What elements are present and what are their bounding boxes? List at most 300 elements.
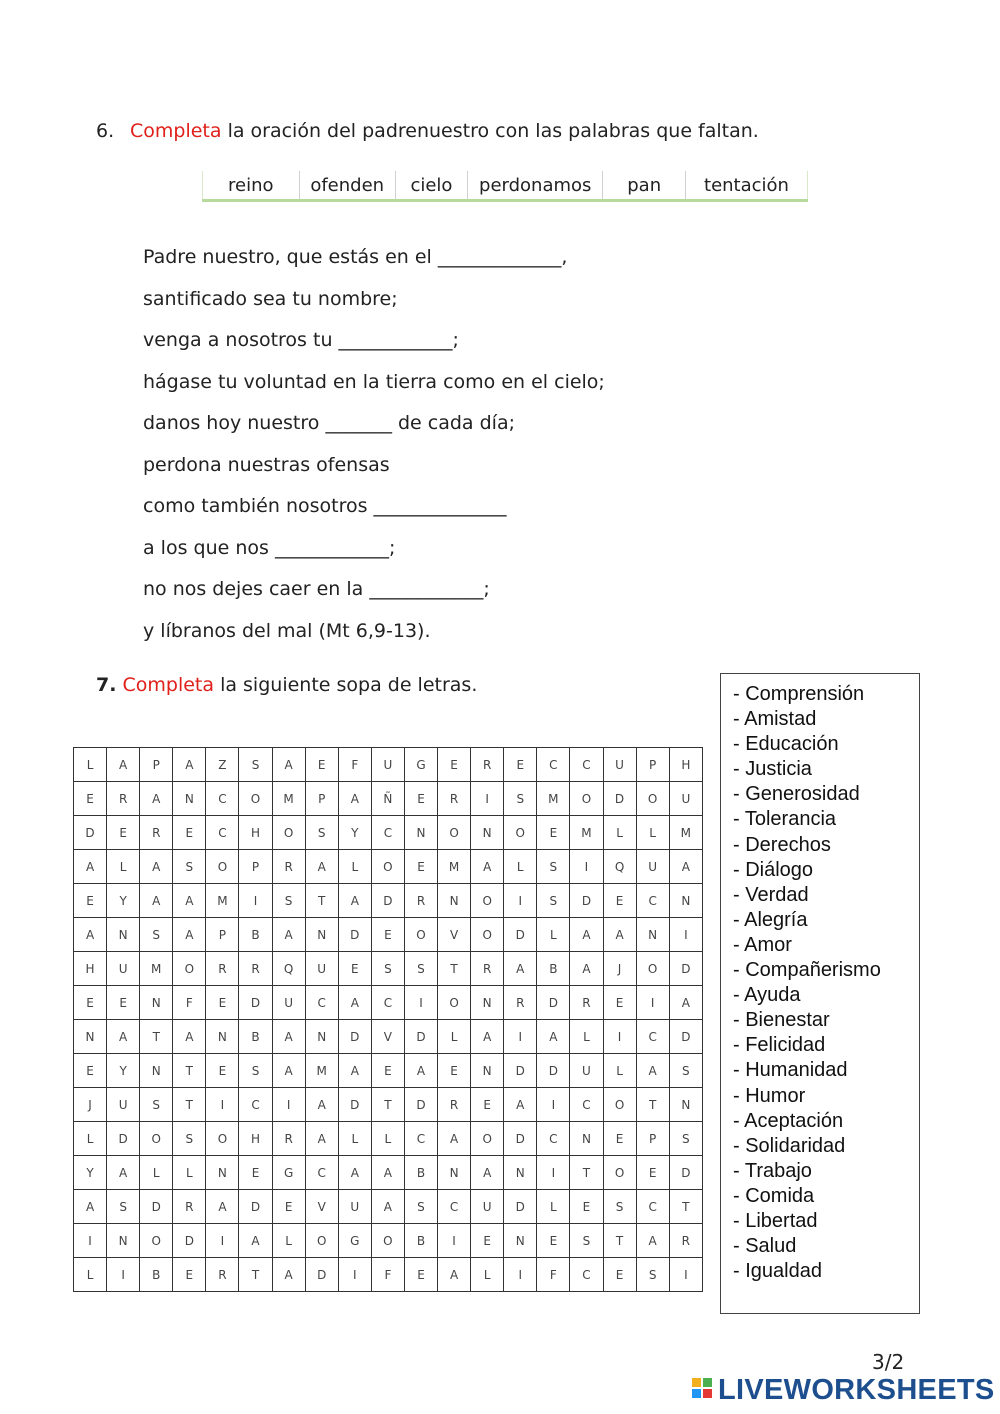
grid-cell[interactable]: D [338,918,371,952]
grid-cell[interactable]: E [305,748,338,782]
grid-cell[interactable]: S [570,1224,603,1258]
grid-cell[interactable]: L [338,1122,371,1156]
grid-cell[interactable]: U [371,748,404,782]
grid-cell[interactable]: C [305,1156,338,1190]
grid-cell[interactable]: A [173,918,206,952]
grid-cell[interactable]: U [570,1054,603,1088]
grid-cell[interactable]: L [504,850,537,884]
grid-cell[interactable]: S [537,884,570,918]
grid-cell[interactable]: S [173,850,206,884]
grid-cell[interactable]: T [669,1190,702,1224]
grid-cell[interactable]: E [471,1224,504,1258]
grid-cell[interactable]: U [107,1088,140,1122]
grid-cell[interactable]: R [471,748,504,782]
grid-cell[interactable]: T [239,1258,272,1292]
grid-cell[interactable]: E [471,1088,504,1122]
grid-cell[interactable]: A [74,918,107,952]
grid-cell[interactable]: A [636,1054,669,1088]
grid-cell[interactable]: R [404,884,437,918]
grid-cell[interactable]: P [206,918,239,952]
grid-cell[interactable]: R [471,952,504,986]
grid-cell[interactable]: M [272,782,305,816]
grid-cell[interactable]: O [438,816,471,850]
grid-cell[interactable]: L [636,816,669,850]
grid-cell[interactable]: E [173,816,206,850]
grid-cell[interactable]: E [438,1054,471,1088]
grid-cell[interactable]: C [636,884,669,918]
grid-cell[interactable]: E [239,1156,272,1190]
grid-cell[interactable]: A [338,884,371,918]
grid-cell[interactable]: A [272,1258,305,1292]
grid-cell[interactable]: E [107,816,140,850]
grid-cell[interactable]: E [74,884,107,918]
grid-cell[interactable]: A [107,748,140,782]
grid-cell[interactable]: D [504,1190,537,1224]
grid-cell[interactable]: A [471,1156,504,1190]
grid-cell[interactable]: E [537,1224,570,1258]
grid-cell[interactable]: I [404,986,437,1020]
grid-cell[interactable]: I [239,884,272,918]
grid-cell[interactable]: L [140,1156,173,1190]
grid-cell[interactable]: P [305,782,338,816]
grid-cell[interactable]: L [338,850,371,884]
grid-cell[interactable]: T [140,1020,173,1054]
grid-cell[interactable]: A [272,1054,305,1088]
grid-cell[interactable]: I [206,1088,239,1122]
grid-cell[interactable]: O [603,1156,636,1190]
grid-cell[interactable]: N [669,1088,702,1122]
grid-cell[interactable]: R [140,816,173,850]
grid-cell[interactable]: C [537,748,570,782]
grid-cell[interactable]: B [239,1020,272,1054]
grid-cell[interactable]: N [404,816,437,850]
grid-cell[interactable]: P [636,748,669,782]
grid-cell[interactable]: E [438,748,471,782]
grid-cell[interactable]: O [570,782,603,816]
grid-cell[interactable]: M [206,884,239,918]
grid-cell[interactable]: A [305,1122,338,1156]
grid-cell[interactable]: F [173,986,206,1020]
grid-cell[interactable]: A [371,1190,404,1224]
grid-cell[interactable]: N [504,1224,537,1258]
grid-cell[interactable]: R [570,986,603,1020]
grid-cell[interactable]: I [636,986,669,1020]
grid-cell[interactable]: E [338,952,371,986]
grid-cell[interactable]: O [206,1122,239,1156]
grid-cell[interactable]: N [206,1156,239,1190]
grid-cell[interactable]: D [173,1224,206,1258]
grid-cell[interactable]: R [206,952,239,986]
grid-cell[interactable]: I [338,1258,371,1292]
grid-cell[interactable]: T [636,1088,669,1122]
grid-cell[interactable]: A [338,986,371,1020]
grid-cell[interactable]: R [272,1122,305,1156]
grid-cell[interactable]: O [603,1088,636,1122]
grid-cell[interactable]: T [570,1156,603,1190]
grid-cell[interactable]: S [107,1190,140,1224]
grid-cell[interactable]: N [107,918,140,952]
grid-cell[interactable]: A [438,1258,471,1292]
grid-cell[interactable]: I [438,1224,471,1258]
grid-cell[interactable]: N [206,1020,239,1054]
grid-cell[interactable]: U [669,782,702,816]
grid-cell[interactable]: O [272,816,305,850]
grid-cell[interactable]: I [669,918,702,952]
grid-cell[interactable]: E [206,986,239,1020]
grid-cell[interactable]: A [471,1020,504,1054]
grid-cell[interactable]: D [338,1088,371,1122]
grid-cell[interactable]: D [305,1258,338,1292]
grid-cell[interactable]: P [636,1122,669,1156]
grid-cell[interactable]: E [272,1190,305,1224]
grid-cell[interactable]: E [107,986,140,1020]
grid-cell[interactable]: A [504,952,537,986]
grid-cell[interactable]: N [438,1156,471,1190]
grid-cell[interactable]: L [537,1190,570,1224]
grid-cell[interactable]: M [140,952,173,986]
grid-cell[interactable]: O [471,884,504,918]
grid-cell[interactable]: A [140,884,173,918]
grid-cell[interactable]: L [471,1258,504,1292]
grid-cell[interactable]: N [669,884,702,918]
grid-cell[interactable]: G [272,1156,305,1190]
grid-cell[interactable]: S [371,952,404,986]
grid-cell[interactable]: D [107,1122,140,1156]
grid-cell[interactable]: O [471,918,504,952]
grid-cell[interactable]: I [603,1020,636,1054]
grid-cell[interactable]: E [603,884,636,918]
grid-cell[interactable]: T [438,952,471,986]
grid-cell[interactable]: F [371,1258,404,1292]
grid-cell[interactable]: D [140,1190,173,1224]
grid-cell[interactable]: D [669,1020,702,1054]
grid-cell[interactable]: E [173,1258,206,1292]
grid-cell[interactable]: A [107,1156,140,1190]
grid-cell[interactable]: S [173,1122,206,1156]
grid-cell[interactable]: C [239,1088,272,1122]
grid-cell[interactable]: C [537,1122,570,1156]
grid-cell[interactable]: O [239,782,272,816]
grid-cell[interactable]: I [272,1088,305,1122]
grid-cell[interactable]: O [438,986,471,1020]
grid-cell[interactable]: E [504,748,537,782]
grid-cell[interactable]: C [404,1122,437,1156]
grid-cell[interactable]: A [272,748,305,782]
grid-cell[interactable]: G [404,748,437,782]
grid-cell[interactable]: G [338,1224,371,1258]
grid-cell[interactable]: R [272,850,305,884]
grid-cell[interactable]: R [173,1190,206,1224]
grid-cell[interactable]: A [603,918,636,952]
grid-cell[interactable]: M [438,850,471,884]
grid-cell[interactable]: J [74,1088,107,1122]
grid-cell[interactable]: R [107,782,140,816]
grid-cell[interactable]: A [74,1190,107,1224]
grid-cell[interactable]: D [603,782,636,816]
grid-cell[interactable]: R [438,1088,471,1122]
grid-cell[interactable]: U [272,986,305,1020]
grid-cell[interactable]: A [206,1190,239,1224]
grid-cell[interactable]: A [636,1224,669,1258]
grid-cell[interactable]: A [305,850,338,884]
grid-cell[interactable]: I [570,850,603,884]
grid-cell[interactable]: O [173,952,206,986]
grid-cell[interactable]: U [636,850,669,884]
grid-cell[interactable]: I [206,1224,239,1258]
grid-cell[interactable]: D [371,884,404,918]
grid-cell[interactable]: N [74,1020,107,1054]
grid-cell[interactable]: E [603,986,636,1020]
grid-cell[interactable]: Y [107,1054,140,1088]
grid-cell[interactable]: O [371,1224,404,1258]
grid-cell[interactable]: L [74,748,107,782]
grid-cell[interactable]: A [140,782,173,816]
grid-cell[interactable]: D [338,1020,371,1054]
grid-cell[interactable]: O [206,850,239,884]
grid-cell[interactable]: P [239,850,272,884]
grid-cell[interactable]: T [603,1224,636,1258]
grid-cell[interactable]: I [504,1020,537,1054]
grid-cell[interactable]: O [140,1122,173,1156]
grid-cell[interactable]: O [636,782,669,816]
grid-cell[interactable]: N [471,816,504,850]
grid-cell[interactable]: U [603,748,636,782]
grid-cell[interactable]: A [107,1020,140,1054]
grid-cell[interactable]: C [305,986,338,1020]
grid-cell[interactable]: D [239,986,272,1020]
grid-cell[interactable]: I [504,1258,537,1292]
grid-cell[interactable]: E [603,1258,636,1292]
grid-cell[interactable]: I [471,782,504,816]
grid-cell[interactable]: T [371,1088,404,1122]
grid-cell[interactable]: L [74,1258,107,1292]
grid-cell[interactable]: A [371,1156,404,1190]
grid-cell[interactable]: V [438,918,471,952]
grid-cell[interactable]: B [239,918,272,952]
grid-cell[interactable]: A [305,1088,338,1122]
grid-cell[interactable]: N [504,1156,537,1190]
grid-cell[interactable]: A [338,782,371,816]
grid-cell[interactable]: A [570,918,603,952]
grid-cell[interactable]: O [404,918,437,952]
grid-cell[interactable]: U [107,952,140,986]
grid-cell[interactable]: I [537,1088,570,1122]
grid-cell[interactable]: E [371,918,404,952]
grid-cell[interactable]: N [140,1054,173,1088]
grid-cell[interactable]: A [471,850,504,884]
grid-cell[interactable]: D [239,1190,272,1224]
grid-cell[interactable]: S [140,918,173,952]
grid-cell[interactable]: D [504,1122,537,1156]
grid-cell[interactable]: D [404,1020,437,1054]
grid-cell[interactable]: M [570,816,603,850]
grid-cell[interactable]: I [74,1224,107,1258]
grid-cell[interactable]: I [107,1258,140,1292]
grid-cell[interactable]: R [239,952,272,986]
grid-cell[interactable]: L [272,1224,305,1258]
grid-cell[interactable]: U [471,1190,504,1224]
grid-cell[interactable]: N [305,918,338,952]
grid-cell[interactable]: A [669,986,702,1020]
grid-cell[interactable]: S [603,1190,636,1224]
grid-cell[interactable]: D [669,952,702,986]
grid-cell[interactable]: F [338,748,371,782]
grid-cell[interactable]: H [74,952,107,986]
grid-cell[interactable]: O [140,1224,173,1258]
grid-cell[interactable]: L [537,918,570,952]
grid-cell[interactable]: P [140,748,173,782]
grid-cell[interactable]: C [438,1190,471,1224]
grid-cell[interactable]: S [140,1088,173,1122]
grid-cell[interactable]: R [438,782,471,816]
grid-cell[interactable]: N [438,884,471,918]
grid-cell[interactable]: L [438,1020,471,1054]
grid-cell[interactable]: L [603,1054,636,1088]
grid-cell[interactable]: S [537,850,570,884]
grid-cell[interactable]: S [272,884,305,918]
grid-cell[interactable]: L [173,1156,206,1190]
grid-cell[interactable]: N [471,1054,504,1088]
grid-cell[interactable]: V [371,1020,404,1054]
grid-cell[interactable]: Ñ [371,782,404,816]
grid-cell[interactable]: S [239,1054,272,1088]
grid-cell[interactable]: M [669,816,702,850]
grid-cell[interactable]: J [603,952,636,986]
grid-cell[interactable]: I [669,1258,702,1292]
grid-cell[interactable]: E [404,782,437,816]
grid-cell[interactable]: N [173,782,206,816]
grid-cell[interactable]: C [636,1020,669,1054]
grid-cell[interactable]: S [669,1122,702,1156]
grid-cell[interactable]: E [74,1054,107,1088]
grid-cell[interactable]: D [669,1156,702,1190]
grid-cell[interactable]: N [636,918,669,952]
grid-cell[interactable]: R [504,986,537,1020]
grid-cell[interactable]: C [636,1190,669,1224]
grid-cell[interactable]: C [206,816,239,850]
grid-cell[interactable]: A [504,1088,537,1122]
grid-cell[interactable]: D [404,1088,437,1122]
grid-cell[interactable]: O [471,1122,504,1156]
grid-cell[interactable]: C [570,1258,603,1292]
grid-cell[interactable]: D [504,918,537,952]
grid-cell[interactable]: A [338,1156,371,1190]
grid-cell[interactable]: H [669,748,702,782]
grid-cell[interactable]: N [140,986,173,1020]
grid-cell[interactable]: M [305,1054,338,1088]
grid-cell[interactable]: T [305,884,338,918]
grid-cell[interactable]: A [239,1224,272,1258]
grid-cell[interactable]: S [504,782,537,816]
grid-cell[interactable]: B [404,1224,437,1258]
grid-cell[interactable]: Z [206,748,239,782]
grid-cell[interactable]: S [305,816,338,850]
grid-cell[interactable]: S [239,748,272,782]
grid-cell[interactable]: N [570,1122,603,1156]
grid-cell[interactable]: E [404,850,437,884]
grid-cell[interactable]: S [669,1054,702,1088]
grid-cell[interactable]: A [173,884,206,918]
grid-cell[interactable]: O [371,850,404,884]
grid-cell[interactable]: A [140,850,173,884]
grid-cell[interactable]: M [537,782,570,816]
grid-cell[interactable]: C [371,986,404,1020]
grid-cell[interactable]: E [404,1258,437,1292]
grid-cell[interactable]: A [404,1054,437,1088]
grid-cell[interactable]: S [404,952,437,986]
grid-cell[interactable]: A [173,1020,206,1054]
grid-cell[interactable]: D [537,986,570,1020]
grid-cell[interactable]: T [173,1088,206,1122]
grid-cell[interactable]: L [107,850,140,884]
grid-cell[interactable]: R [206,1258,239,1292]
grid-cell[interactable]: N [305,1020,338,1054]
grid-cell[interactable]: O [636,952,669,986]
grid-cell[interactable]: A [570,952,603,986]
grid-cell[interactable]: O [504,816,537,850]
grid-cell[interactable]: Q [272,952,305,986]
grid-cell[interactable]: Q [603,850,636,884]
grid-cell[interactable]: H [239,1122,272,1156]
grid-cell[interactable]: Y [74,1156,107,1190]
grid-cell[interactable]: R [669,1224,702,1258]
grid-cell[interactable]: T [173,1054,206,1088]
grid-cell[interactable]: C [206,782,239,816]
grid-cell[interactable]: A [272,918,305,952]
grid-cell[interactable]: L [371,1122,404,1156]
grid-cell[interactable]: A [338,1054,371,1088]
grid-cell[interactable]: A [173,748,206,782]
grid-cell[interactable]: V [305,1190,338,1224]
grid-cell[interactable]: O [305,1224,338,1258]
grid-cell[interactable]: L [74,1122,107,1156]
grid-cell[interactable]: Y [107,884,140,918]
grid-cell[interactable]: A [537,1020,570,1054]
grid-cell[interactable]: A [669,850,702,884]
grid-cell[interactable]: U [305,952,338,986]
grid-cell[interactable]: N [107,1224,140,1258]
grid-cell[interactable]: D [504,1054,537,1088]
grid-cell[interactable]: E [74,986,107,1020]
grid-cell[interactable]: A [438,1122,471,1156]
grid-cell[interactable]: S [404,1190,437,1224]
grid-cell[interactable]: C [570,748,603,782]
grid-cell[interactable]: B [404,1156,437,1190]
grid-cell[interactable]: E [537,816,570,850]
grid-cell[interactable]: F [537,1258,570,1292]
grid-cell[interactable]: D [537,1054,570,1088]
grid-cell[interactable]: D [74,816,107,850]
grid-cell[interactable]: L [570,1020,603,1054]
grid-cell[interactable]: E [206,1054,239,1088]
grid-cell[interactable]: L [603,816,636,850]
grid-cell[interactable]: Y [338,816,371,850]
grid-cell[interactable]: C [570,1088,603,1122]
grid-cell[interactable]: N [471,986,504,1020]
grid-cell[interactable]: I [537,1156,570,1190]
grid-cell[interactable]: E [636,1156,669,1190]
grid-cell[interactable]: A [74,850,107,884]
grid-cell[interactable]: B [140,1258,173,1292]
grid-cell[interactable]: S [636,1258,669,1292]
grid-cell[interactable]: B [537,952,570,986]
grid-cell[interactable]: A [272,1020,305,1054]
grid-cell[interactable]: D [570,884,603,918]
grid-cell[interactable]: H [239,816,272,850]
grid-cell[interactable]: C [371,816,404,850]
grid-cell[interactable]: I [504,884,537,918]
grid-cell[interactable]: E [570,1190,603,1224]
